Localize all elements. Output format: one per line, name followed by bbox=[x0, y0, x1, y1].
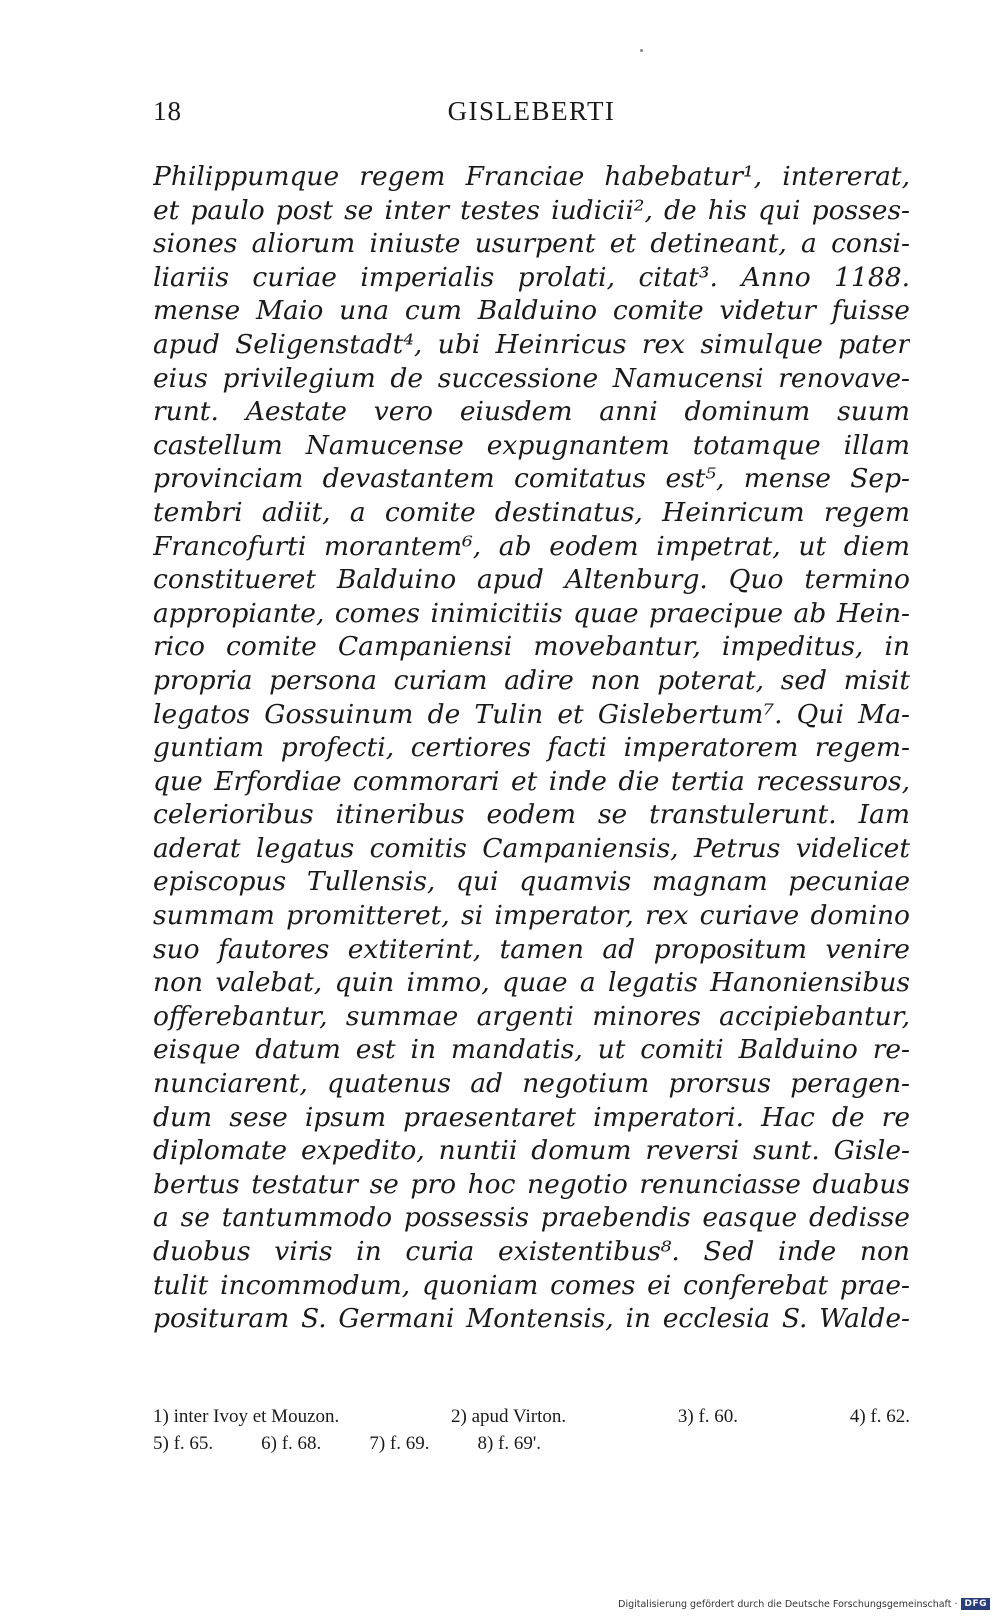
text-line: eius privilegium de successione Namucensi renovave- bbox=[153, 362, 910, 394]
text-line: Francofurti morantem⁶, ab eodem impetrat, ut diem bbox=[153, 530, 910, 562]
text-line: celerioribus itineribus eodem se transtulerunt. Iam bbox=[153, 799, 910, 831]
text-line: bertus testatur se pro hoc negotio renunciasse duabus bbox=[153, 1168, 910, 1200]
text-line: posituram S. Germani Montensis, in ecclesia S. Walde- bbox=[153, 1303, 910, 1335]
digitization-credit bbox=[618, 1598, 990, 1610]
text-line: offerebantur, summae argenti minores accipiebantur, bbox=[153, 1000, 910, 1032]
text-line: constitueret Balduino apud Altenburg. Quo termino bbox=[153, 564, 910, 596]
footnote: 2) apud Virton. bbox=[451, 1406, 567, 1427]
footnotes bbox=[153, 1403, 910, 1457]
running-title: GISLEBERTI bbox=[447, 96, 616, 126]
text-line: tulit incommodum, quoniam comes ei conferebat prae- bbox=[153, 1269, 910, 1301]
text-line: mense Maio una cum Balduino comite videtur fuisse bbox=[153, 295, 910, 327]
footnote: 5) f. 65. bbox=[153, 1433, 214, 1454]
text-line: que Erfordiae commorari et inde die tertia recessuros, bbox=[153, 765, 910, 797]
footnote: 1) inter Ivoy et Mouzon. bbox=[153, 1406, 340, 1427]
text-line: suo fautores extiterint, tamen ad propositum venire bbox=[153, 933, 910, 965]
text-line: appropiante, comes inimicitiis quae praecipue ab Hein- bbox=[153, 597, 910, 629]
text-line: tembri adiit, a comite destinatus, Heinricum regem bbox=[153, 496, 910, 528]
footnote: 7) f. 69. bbox=[369, 1433, 430, 1454]
text-line: legatos Gossuinum de Tulin et Gislebertum⁷. Qui Ma- bbox=[153, 698, 910, 730]
text-line: aderat legatus comitis Campaniensis, Petrus videlicet bbox=[153, 832, 910, 864]
footnote-line bbox=[153, 1430, 910, 1457]
text-line: dum sese ipsum praesentaret imperatori. Hac de re bbox=[153, 1101, 910, 1133]
running-head bbox=[153, 96, 910, 136]
page-number: 18 bbox=[153, 96, 182, 126]
text-line: summam promitteret, si imperator, rex curiave domino bbox=[153, 900, 910, 932]
text-line: a se tantummodo possessis praebendis easque dedisse bbox=[153, 1202, 910, 1234]
text-line: nunciarent, quatenus ad negotium prorsus peragen- bbox=[153, 1068, 910, 1100]
footnote: 8) f. 69'. bbox=[477, 1433, 542, 1454]
text-line: eisque datum est in mandatis, ut comiti Balduino re- bbox=[153, 1034, 910, 1066]
text-line: liariis curiae imperialis prolati, citat³. Anno 1188. bbox=[153, 261, 910, 293]
scan-speck bbox=[640, 49, 643, 52]
dfg-logo-icon: DFG bbox=[961, 1598, 990, 1610]
text-line: diplomate expedito, nuntii domum reversi sunt. Gisle- bbox=[153, 1135, 910, 1167]
text-line: provinciam devastantem comitatus est⁵, mense Sep- bbox=[153, 463, 910, 495]
text-line: guntiam profecti, certiores facti imperatorem regem- bbox=[153, 732, 910, 764]
footnote: 6) f. 68. bbox=[261, 1433, 322, 1454]
credit-text: Digitalisierung gefördert durch die Deutsche Forschungsgemeinschaft · bbox=[618, 1598, 958, 1610]
text-line: non valebat, quin immo, quae a legatis Hanoniensibus bbox=[153, 967, 910, 999]
text-line: castellum Namucense expugnantem totamque illam bbox=[153, 429, 910, 461]
text-line: episcopus Tullensis, qui quamvis magnam pecuniae bbox=[153, 866, 910, 898]
footnote-line bbox=[153, 1403, 910, 1430]
text-line: apud Seligenstadt⁴, ubi Heinricus rex simulque pater bbox=[153, 328, 910, 360]
footnote: 3) f. 60. bbox=[677, 1406, 739, 1427]
body-text bbox=[153, 160, 910, 1336]
text-line: duobus viris in curia existentibus⁸. Sed inde non bbox=[153, 1236, 910, 1267]
text-line: et paulo post se inter testes iudicii², de his qui posses- bbox=[153, 194, 910, 226]
footnote: 4) f. 62. bbox=[849, 1406, 910, 1427]
text-line: propria persona curiam adire non poterat, sed misit bbox=[153, 664, 910, 696]
text-line: runt. Aestate vero eiusdem anni dominum suum bbox=[153, 396, 910, 428]
text-line: siones aliorum iniuste usurpent et detineant, a consi- bbox=[153, 228, 910, 260]
text-line: rico comite Campaniensi movebantur, impeditus, in bbox=[153, 631, 910, 663]
text-line: Philippumque regem Franciae habebatur¹, intererat, bbox=[153, 161, 910, 192]
